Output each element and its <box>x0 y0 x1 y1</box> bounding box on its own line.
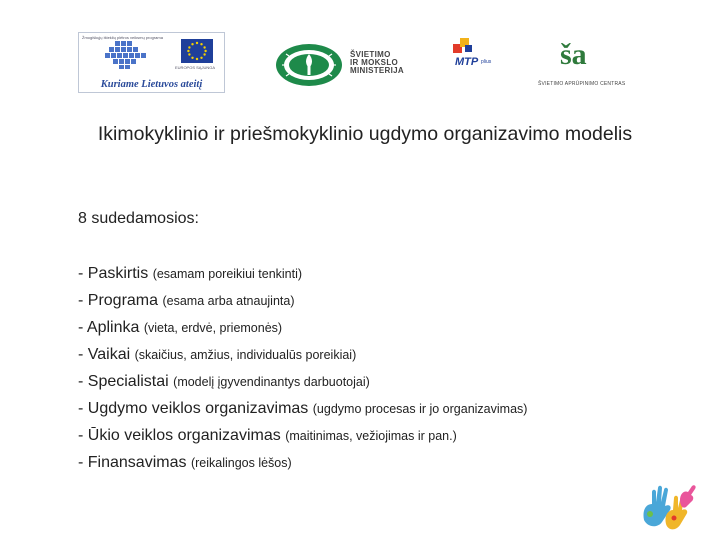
mtp-word: MTP <box>455 56 479 68</box>
component-note: (vieta, erdvė, priemonės) <box>143 321 283 335</box>
list-item <box>78 316 527 343</box>
component-note: (reikalingos lėšos) <box>190 456 292 470</box>
ministry-emblem-icon <box>274 42 344 88</box>
eu-logo <box>78 32 225 93</box>
ministry-name-line: ŠVIETIMO <box>350 50 391 59</box>
eu-flag-caption: EUROPOS SĄJUNGA <box>175 65 216 70</box>
component-name: - Specialistai <box>78 373 169 390</box>
list-item <box>78 451 527 478</box>
component-note: (skaičius, amžius, individualūs poreikiai) <box>134 348 357 362</box>
component-name: - Paskirtis <box>78 265 149 282</box>
ministry-name <box>350 51 404 75</box>
subtitle: 8 sudedamosios: <box>78 210 199 227</box>
mtp-plus: plius <box>481 59 492 65</box>
mtp-logo-icon <box>451 36 481 56</box>
children-hands-icon <box>636 480 698 535</box>
components-list <box>78 262 527 478</box>
component-name: - Ugdymo veiklos organizavimas <box>78 400 309 417</box>
component-note: (esamam poreikiui tenkinti) <box>152 267 303 281</box>
component-name: - Finansavimas <box>78 454 187 471</box>
logo-header <box>0 0 720 110</box>
eu-flag-icon <box>181 39 213 63</box>
ministry-name-line: IR MOKSLO <box>350 58 399 67</box>
component-name: - Ūkio veiklos organizavimas <box>78 427 281 444</box>
component-name: - Vaikai <box>78 346 131 363</box>
component-name: - Programa <box>78 292 159 309</box>
sa-logo-icon: ša <box>560 38 587 71</box>
component-name: - Aplinka <box>78 319 140 336</box>
list-item <box>78 397 527 424</box>
ministry-logo <box>274 42 409 88</box>
sa-logo <box>538 38 640 92</box>
sa-caption: ŠVIETIMO APRŪPINIMO CENTRAS <box>538 81 626 87</box>
ministry-name-line: MINISTERIJA <box>350 66 404 75</box>
mtp-logo <box>451 36 513 92</box>
page-title: Ikimokyklinio ir priešmokyklinio ugdymo organizavimo modelis <box>97 123 633 145</box>
eu-slogan: Kuriame Lietuvos ateitį <box>100 79 203 90</box>
component-note: (maitinimas, vežiojimas ir pan.) <box>285 429 457 443</box>
list-item <box>78 370 527 397</box>
eu-pixel-map-icon <box>105 41 149 69</box>
component-note: (esama arba atnaujinta) <box>162 294 295 308</box>
list-item <box>78 262 527 289</box>
list-item <box>78 424 527 451</box>
component-note: (modelį įgyvendinantys darbuotojai) <box>173 375 370 389</box>
list-item <box>78 343 527 370</box>
list-item <box>78 289 527 316</box>
eu-logo-tag: Žmogiškųjų išteklių plėtros veiksmų programa <box>82 35 163 40</box>
component-note: (ugdymo procesas ir jo organizavimas) <box>312 402 528 416</box>
